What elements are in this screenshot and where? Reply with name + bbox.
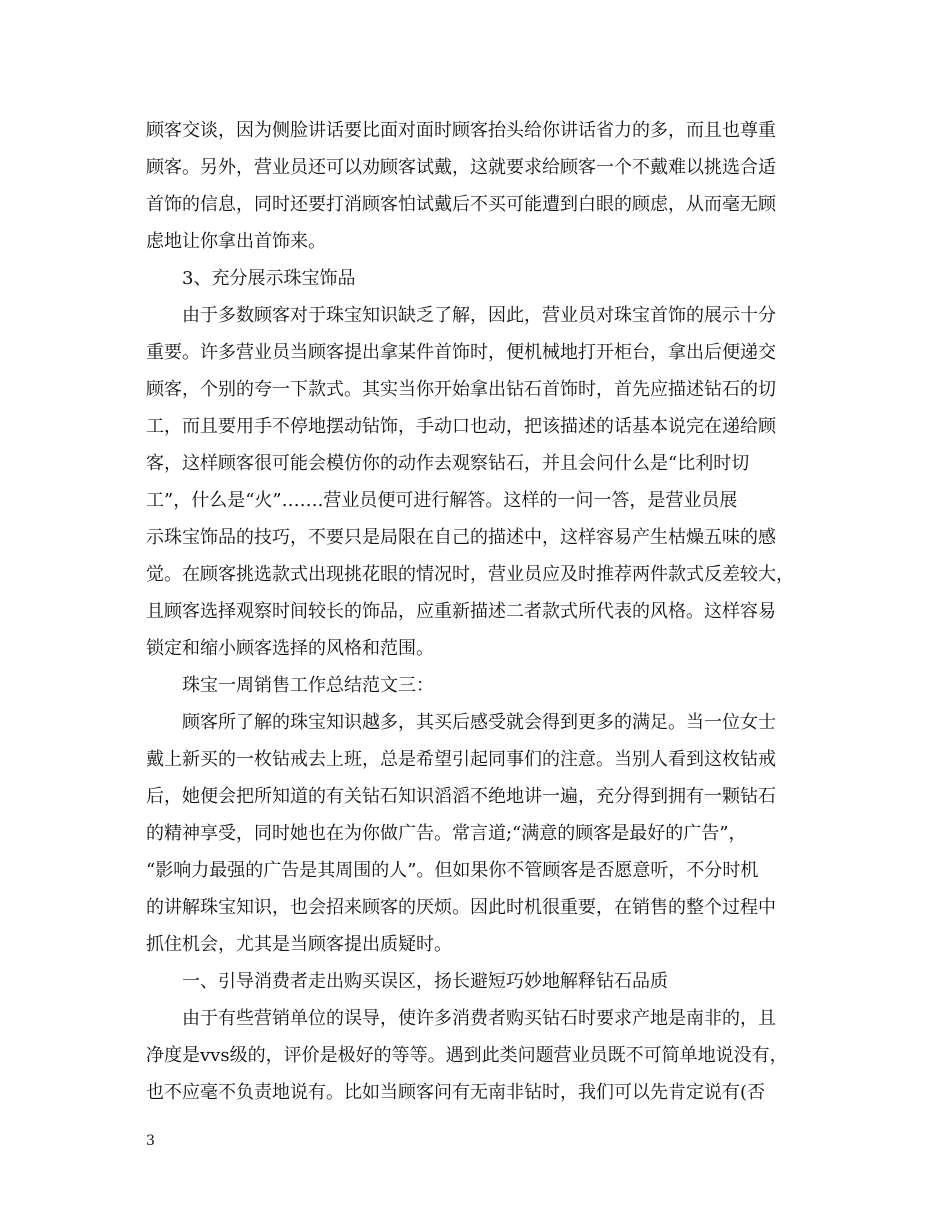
text-line: 锁定和缩小顾客选择的风格和范围。 (146, 638, 434, 659)
text-line: 工，而且要用手不停地摆动钻饰，手动口也动，把该描述的话基本说完在递给顾 (146, 416, 776, 437)
text-line: 工”，什么是“火”…….营业员便可进行解答。这样的一问一答，是营业员展 (146, 490, 738, 511)
text-line: “影响力最强的广告是其周围的人”。但如果你不管顾客是否愿意听，不分时机 (146, 860, 759, 881)
text-line: 顾客交谈，因为侧脸讲话要比面对面时顾客抬头给你讲话省力的多，而且也尊重 (146, 120, 776, 141)
text-line: 由于多数顾客对于珠宝知识缺乏了解，因此，营业员对珠宝首饰的展示十分 (182, 305, 776, 326)
text-line: 首饰的信息，同时还要打消顾客怕试戴后不买可能遭到白眼的顾虑，从而毫无顾 (146, 194, 776, 215)
text-line: 示珠宝饰品的技巧，不要只是局限在自己的描述中，这样容易产生枯燥五味的感 (146, 527, 776, 548)
text-line: 的精神享受，同时她也在为你做广告。常言道;“满意的顾客是最好的广告”， (146, 823, 747, 844)
text-line: 抓住机会，尤其是当顾客提出质疑时。 (146, 934, 452, 955)
text-line: 的讲解珠宝知识，也会招来顾客的厌烦。因此时机很重要，在销售的整个过程中 (146, 897, 776, 918)
text-line: 也不应毫不负责地说有。比如当顾客问有无南非钻时，我们可以先肯定说有(否 (146, 1082, 766, 1103)
text-line: 净度是vvs级的，评价是极好的等等。遇到此类问题营业员既不可简单地说没有， (146, 1045, 788, 1066)
text-line: 一、引导消费者走出购买误区，扬长避短巧妙地解释钻石品质 (182, 971, 668, 992)
text-line: 3、充分展示珠宝饰品 (182, 268, 356, 289)
text-line: 虑地让你拿出首饰来。 (146, 231, 326, 252)
text-line: 顾客。另外，营业员还可以劝顾客试戴，这就要求给顾客一个不戴难以挑选合适 (146, 157, 776, 178)
page-number: 3 (146, 1133, 155, 1149)
text-line: 珠宝一周销售工作总结范文三： (182, 675, 434, 696)
text-line: 由于有些营销单位的误导，使许多消费者购买钻石时要求产地是南非的，且 (182, 1008, 776, 1029)
text-line: 后，她便会把所知道的有关钻石知识滔滔不绝地讲一遍，充分得到拥有一颗钻石 (146, 786, 776, 807)
text-line: 顾客所了解的珠宝知识越多，其买后感受就会得到更多的满足。当一位女士 (182, 712, 776, 733)
text-line: 客，这样顾客很可能会模仿你的动作去观察钻石，并且会问什么是“比利时切 (146, 453, 750, 474)
document-body (146, 112, 806, 1111)
text-line: 且顾客选择观察时间较长的饰品，应重新描述二者款式所代表的风格。这样容易 (146, 601, 776, 622)
text-line: 戴上新买的一枚钻戒去上班，总是希望引起同事们的注意。当别人看到这枚钻戒 (146, 749, 776, 770)
text-line: 重要。许多营业员当顾客提出拿某件首饰时，便机械地打开柜台，拿出后便递交 (146, 342, 776, 363)
text-line: 觉。在顾客挑选款式出现挑花眼的情况时，营业员应及时推荐两件款式反差较大， (146, 564, 794, 585)
text-line: 顾客，个别的夸一下款式。其实当你开始拿出钻石首饰时，首先应描述钻石的切 (146, 379, 776, 400)
